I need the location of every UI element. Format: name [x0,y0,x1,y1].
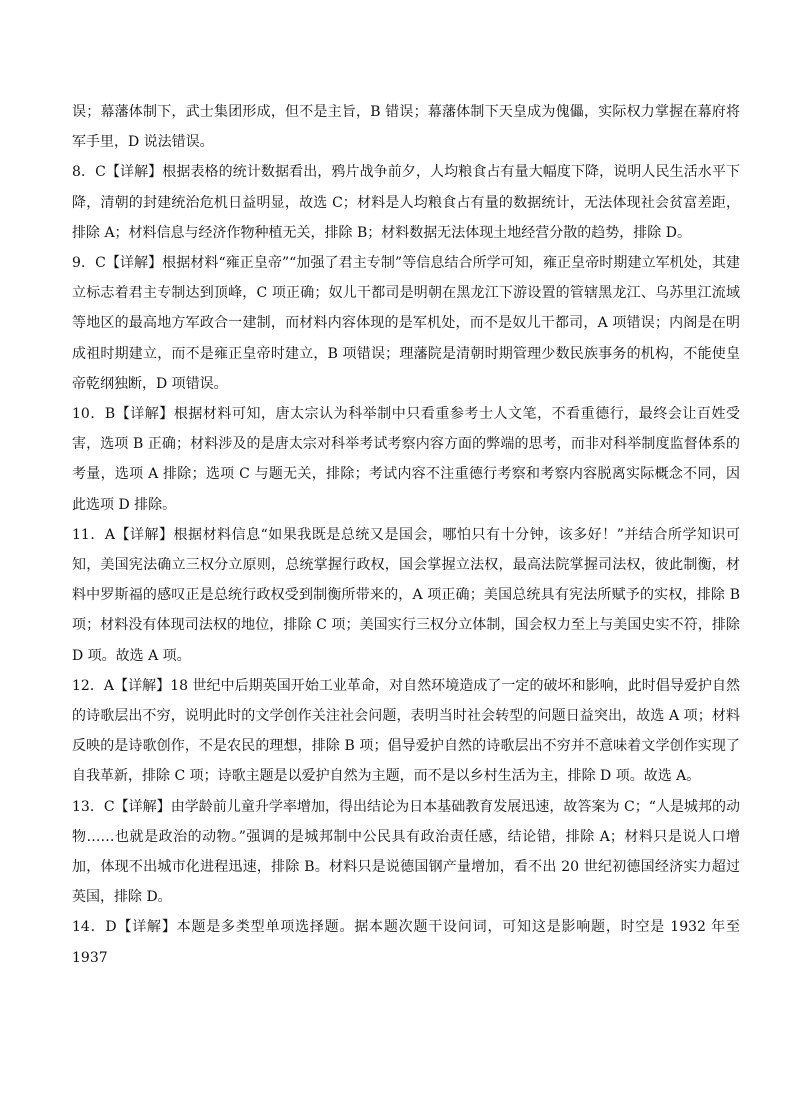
explanation-q8: 8．C【详解】根据表格的统计数据看出，鸦片战争前夕，人均粮食占有量大幅度下降，说明人民生活水平下降，清朝的封建统治危机日益明显，故选 C；材料是人均粮食占有量的数据统计，无法体现社会贫富差距，排除 A；材料信息与经济作物种植无关，排除 B；材料数据无法体现土地经营分散的趋势，排除 D。 [72,164,740,241]
explanation-continuation: 误；幕藩体制下，武士集团形成，但不是主旨，B 错误；幕藩体制下天皇成为傀儡，实际权力掌握在幕府将军手里，D 说法错误。 [72,104,740,151]
explanation-q12: 12．A【详解】18 世纪中后期英国开始工业革命，对自然环境造成了一定的破坏和影响，此时倡导爱护自然的诗歌层出不穷，说明此时的文学创作关注社会问题，表明当时社会转型的问题日益突出，故选 A 项；材料反映的是诗歌创作，不是农民的理想，排除 B 项；倡导爱护自然的诗歌层出不穷并不意味着文学创作实现了自我革新，排除 C 项；诗歌主题是以爱护自然为主题，而不是以乡村生活为主，排除 D 项。故选 A。 [72,677,740,785]
explanation-q9: 9．C【详解】根据材料“雍正皇帝”“加强了君主专制”等信息结合所学可知，雍正皇帝时期建立军机处，其建立标志着君主专制达到顶峰，C 项正确；奴儿干都司是明朝在黑龙江下游设置的管辖黑龙江、乌苏里江流域等地区的最高地方军政合一建制，而材料内容体现的是军机处，而不是奴儿干都司，A 项错误；内阁是在明成祖时期建立，而不是雍正皇帝时建立，B 项错误；理藩院是清朝时期管理少数民族事务的机构，不能使皇帝乾纲独断，D 项错误。 [72,255,740,392]
explanation-q10: 10．B【详解】根据材料可知，唐太宗认为科举制中只看重参考士人文笔，不看重德行，最终会让百姓受害，选项 B 正确；材料涉及的是唐太宗对科举考试考察内容方面的弊端的思考，而非对科举制度监督体系的考量，选项 A 排除；选项 C 与题无关，排除；考试内容不注重德行考察和考察内容脱离实际概念不同，因此选项 D 排除。 [72,406,740,513]
explanation-q13: 13．C【详解】由学龄前儿童升学率增加，得出结论为日本基础教育发展迅速，故答案为 C；“人是城邦的动物……也就是政治的动物。”强调的是城邦制中公民具有政治责任感，结论错，排除 A；材料只是说人口增加，体现不出城市化进程迅速，排除 B。材料只是说德国钢产量增加，看不出 20 世纪初德国经济实力超过英国，排除 D。 [72,798,740,906]
explanation-q14: 14．D【详解】本题是多类型单项选择题。据本题次题干设问词，可知这是影响题，时空是 1932 年至 1937 [72,919,740,966]
explanation-q11: 11．A【详解】根据材料信息“如果我既是总统又是国会，哪怕只有十分钟，该多好！”并结合所学知识可知，美国宪法确立三权分立原则，总统掌握行政权，国会掌握立法权，最高法院掌握司法权，彼此制衡，材料中罗斯福的感叹正是总统行政权受到制衡所带来的，A 项正确；美国总统具有宪法所赋予的实权，排除 B 项；材料没有体现司法权的地位，排除 C 项；美国实行三权分立体制，国会权力至上与美国史实不符，排除 D 项。故选 A 项。 [72,526,740,664]
answer-explanations [72,97,740,973]
